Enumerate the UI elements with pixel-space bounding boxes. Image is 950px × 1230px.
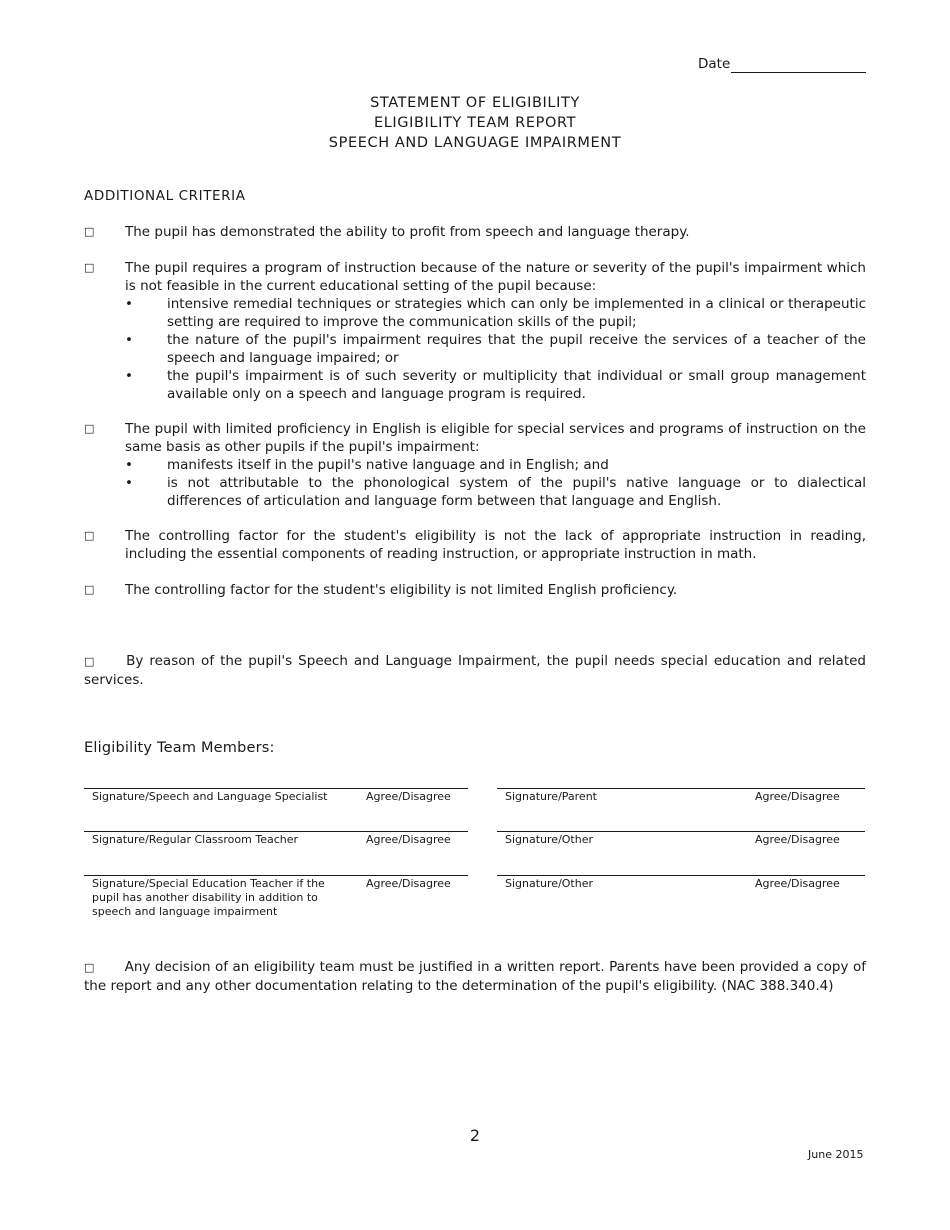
bullet-item: • the pupil's impairment is of such severity or multiplicity that individual or small group management available only on a speech and language program is required. xyxy=(125,368,866,402)
criterion-2 xyxy=(84,259,866,403)
signature-role-label: Signature/Special Education Teacher if the pupil has another disability in addition to speech and language impairment xyxy=(92,877,325,918)
signature-role-label: Signature/Speech and Language Specialist xyxy=(92,790,328,803)
criterion-4 xyxy=(84,527,866,563)
bullet-item: • the nature of the pupil's impairment requires that the pupil receive the services of a teacher of the speech and language impaired; or xyxy=(125,332,866,366)
title-line-3: SPEECH AND LANGUAGE IMPAIRMENT xyxy=(328,135,622,151)
criterion-3 xyxy=(84,420,866,510)
signature-line-other-2[interactable] xyxy=(497,875,865,919)
bullet-icon: • xyxy=(125,332,133,348)
bullet-icon: • xyxy=(125,475,133,491)
signature-role-label: Signature/Regular Classroom Teacher xyxy=(92,833,299,846)
signature-role-label: Signature/Parent xyxy=(505,790,597,803)
criterion-5 xyxy=(84,581,866,599)
bullet-icon: • xyxy=(125,296,133,312)
agree-disagree-label: Agree/Disagree xyxy=(755,833,840,846)
checkbox[interactable]: □ xyxy=(84,655,97,668)
criterion-text: The pupil with limited proficiency in English is eligible for special services and programs of instruction on the same basis as other pupils if the pupil's impairment: xyxy=(125,421,866,455)
revision-date: June 2015 xyxy=(808,1148,864,1161)
decision-statement-text: Any decision of an eligibility team must be justified in a written report. Parents have been provided a copy of the report and any other documentation relating to the determination of the pupil's eligibility. (NAC 388.340.4) xyxy=(84,959,866,994)
form-title xyxy=(0,93,950,153)
date-blank-line[interactable] xyxy=(731,72,866,73)
signature-role-label: Signature/Other xyxy=(505,833,594,846)
signature-line-parent[interactable] xyxy=(497,788,865,832)
signature-line-special-ed-teacher[interactable] xyxy=(84,875,468,923)
bullet-icon: • xyxy=(125,457,133,473)
agree-disagree-label: Agree/Disagree xyxy=(755,790,840,803)
bullet-icon: • xyxy=(125,368,133,384)
bullet-item: • manifests itself in the pupil's native language and in English; and xyxy=(125,457,609,473)
agree-disagree-label: Agree/Disagree xyxy=(366,790,451,803)
criterion-text: The pupil requires a program of instruction because of the nature or severity of the pupil's impairment which is not feasible in the current educational setting of the pupil because: xyxy=(125,260,866,294)
bullet-list xyxy=(125,456,866,510)
checkbox[interactable]: □ xyxy=(84,961,95,974)
signature-line-classroom-teacher[interactable] xyxy=(84,831,468,875)
agree-disagree-label: Agree/Disagree xyxy=(755,877,840,890)
date-field xyxy=(698,56,866,74)
bullet-list xyxy=(125,295,866,403)
signature-role-label: Signature/Other xyxy=(505,877,594,890)
criterion-text: The pupil has demonstrated the ability to profit from speech and language therapy. xyxy=(125,224,690,240)
need-statement xyxy=(84,652,866,689)
need-statement-text: By reason of the pupil's Speech and Language Impairment, the pupil needs special education and related services. xyxy=(84,653,866,688)
checkbox[interactable]: □ xyxy=(84,529,95,542)
bullet-item: • intensive remedial techniques or strategies which can only be implemented in a clinical or therapeutic setting are required to improve the communication skills of the pupil; xyxy=(125,296,866,330)
section-heading: ADDITIONAL CRITERIA xyxy=(84,188,246,204)
checkbox[interactable]: □ xyxy=(84,583,95,596)
agree-disagree-label: Agree/Disagree xyxy=(366,877,451,890)
decision-statement xyxy=(84,958,866,995)
checkbox[interactable]: □ xyxy=(84,422,95,435)
criterion-1 xyxy=(84,223,866,241)
agree-disagree-label: Agree/Disagree xyxy=(366,833,451,846)
date-label: Date xyxy=(698,56,731,72)
page-number: 2 xyxy=(469,1126,481,1145)
members-heading: Eligibility Team Members: xyxy=(84,740,275,756)
signature-line-other-1[interactable] xyxy=(497,831,865,875)
title-line-1: STATEMENT OF ELIGIBILITY xyxy=(370,95,580,111)
signature-line-speech-specialist[interactable] xyxy=(84,788,468,832)
criterion-text: The controlling factor for the student's eligibility is not the lack of appropriate instruction in reading, including the essential components of reading instruction, or appropriate instruction in math. xyxy=(125,528,866,562)
title-line-2: ELIGIBILITY TEAM REPORT xyxy=(373,115,577,131)
checkbox[interactable]: □ xyxy=(84,261,95,274)
checkbox[interactable]: □ xyxy=(84,225,95,238)
criterion-text: The controlling factor for the student's eligibility is not limited English proficiency. xyxy=(125,582,678,598)
bullet-item: • is not attributable to the phonological system of the pupil's native language or to dialectical differences of articulation and language form between that language and English. xyxy=(125,475,866,509)
